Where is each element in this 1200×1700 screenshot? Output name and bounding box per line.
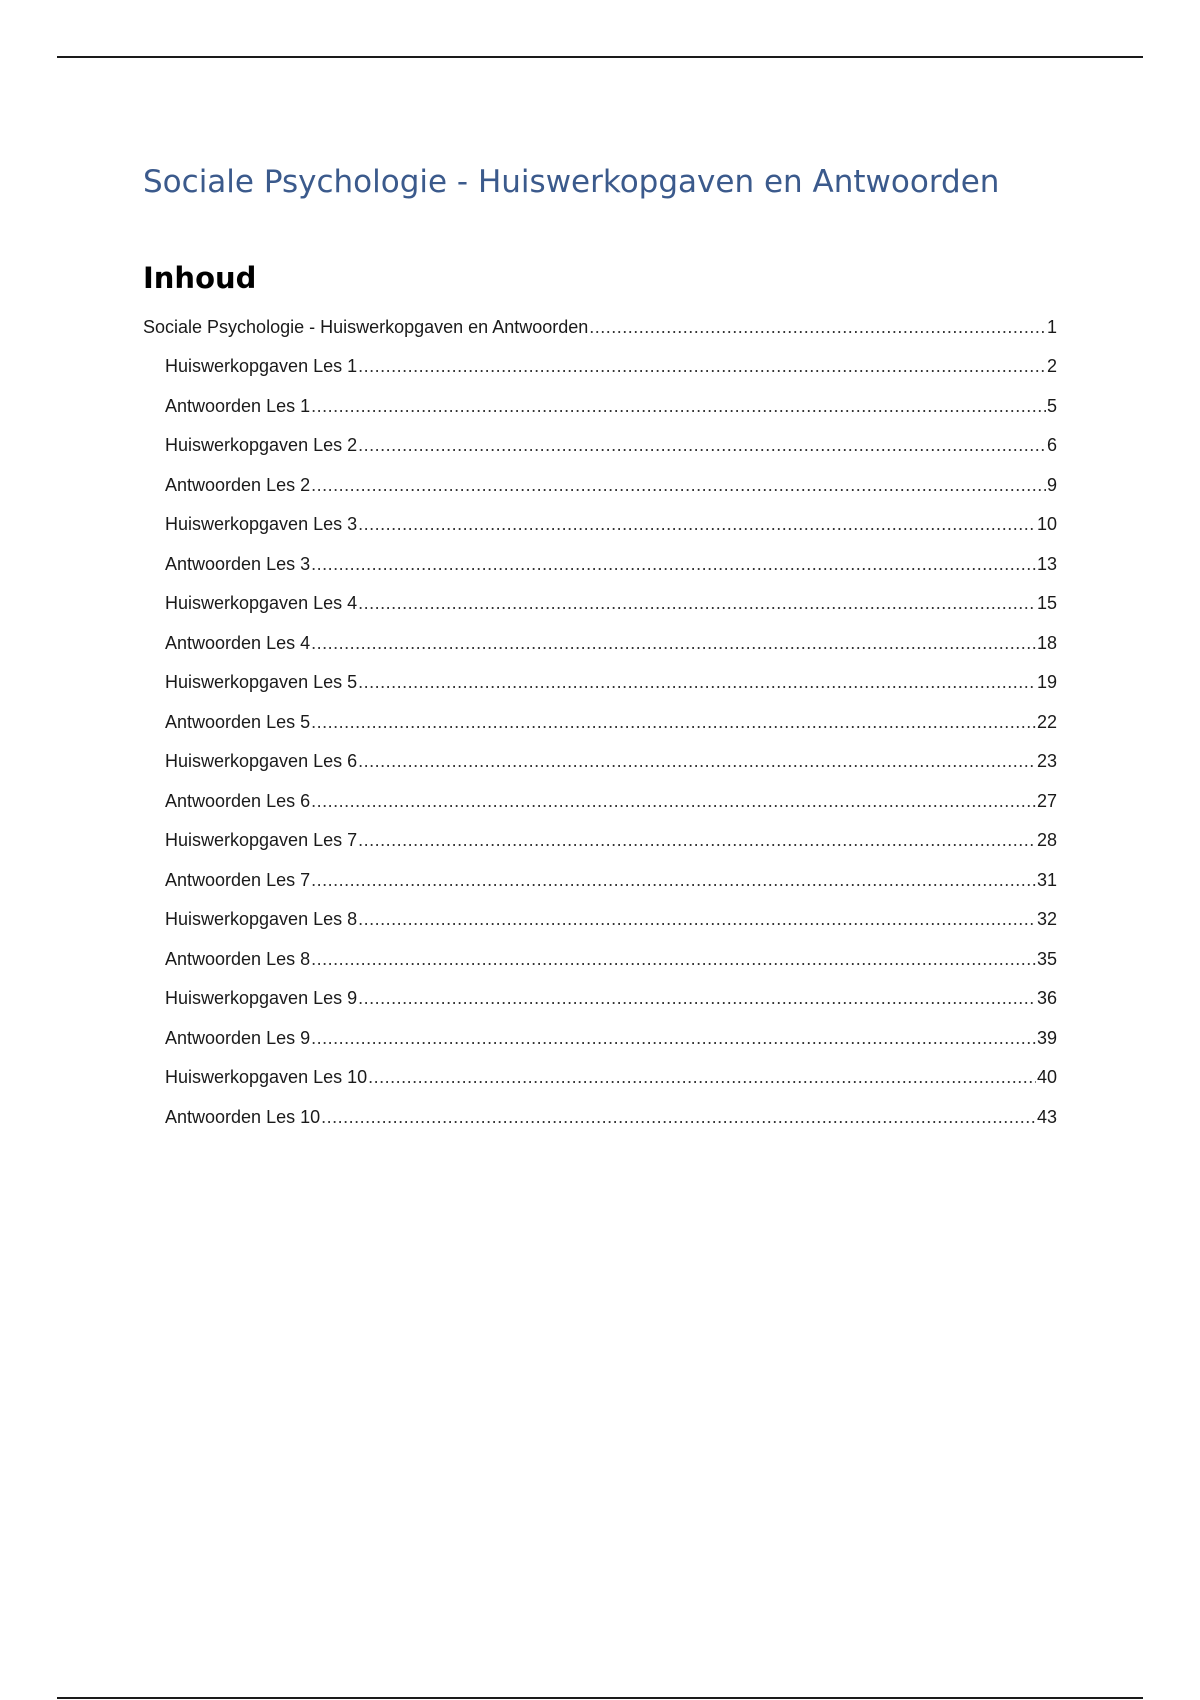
toc-entry-label: Huiswerkopgaven Les 6 [165,751,358,771]
toc-entry-page: 43 [1036,1107,1057,1127]
toc-entry[interactable] [165,353,1057,379]
toc-entry-label: Antwoorden Les 5 [165,712,311,732]
toc-dot-leader [311,630,1036,656]
toc-entry-page: 28 [1036,830,1057,850]
toc-entry-page: 36 [1036,988,1057,1008]
toc-entry-page: 13 [1036,554,1057,574]
toc-entry-page: 32 [1036,909,1057,929]
toc-dot-leader [311,946,1036,972]
toc-entry[interactable] [165,985,1057,1011]
page-bottom-rule [57,1697,1143,1699]
toc-entry-label: Antwoorden Les 7 [165,870,311,890]
toc-entry[interactable] [165,748,1057,774]
toc-entry-label: Antwoorden Les 6 [165,791,311,811]
toc-entry-page: 2 [1046,356,1057,376]
toc-entry[interactable] [165,1064,1057,1090]
toc-entry-page: 39 [1036,1028,1057,1048]
toc-entry-label: Antwoorden Les 2 [165,475,311,495]
page-top-rule [57,56,1143,58]
toc-entry-page: 1 [1046,317,1057,337]
toc-entry[interactable] [165,551,1057,577]
toc-dot-leader [358,590,1036,616]
toc-entry-page: 15 [1036,593,1057,613]
toc-dot-leader [311,393,1046,419]
toc-entry[interactable] [165,590,1057,616]
toc-entry-label: Huiswerkopgaven Les 3 [165,514,358,534]
toc-dot-leader [311,472,1046,498]
toc-entry[interactable] [165,393,1057,419]
toc-entry[interactable] [165,1025,1057,1051]
toc-entry-label: Huiswerkopgaven Les 9 [165,988,358,1008]
document-title: Sociale Psychologie - Huiswerkopgaven en Antwoorden [143,164,1000,200]
toc-entry-page: 23 [1036,751,1057,771]
toc-dot-leader [358,827,1036,853]
toc-entry[interactable] [165,906,1057,932]
toc-entry-page: 9 [1046,475,1057,495]
toc-entry[interactable] [165,511,1057,537]
toc-dot-leader [311,551,1036,577]
toc-entry-page: 18 [1036,633,1057,653]
toc-dot-leader [311,788,1036,814]
toc-heading: Inhoud [143,261,257,295]
toc-dot-leader [358,748,1036,774]
toc-entry-label: Antwoorden Les 4 [165,633,311,653]
toc-entry-label: Antwoorden Les 8 [165,949,311,969]
toc-entry-page: 10 [1036,514,1057,534]
toc-entry-label: Antwoorden Les 10 [165,1107,321,1127]
toc-entry[interactable] [165,827,1057,853]
toc-entry-page: 35 [1036,949,1057,969]
toc-entry-label: Antwoorden Les 3 [165,554,311,574]
toc-dot-leader [589,314,1046,340]
toc-dot-leader [311,867,1036,893]
toc-entry[interactable] [165,788,1057,814]
toc-entry-page: 31 [1036,870,1057,890]
toc-entry[interactable] [165,630,1057,656]
toc-entry[interactable] [165,709,1057,735]
toc-entry[interactable] [165,432,1057,458]
toc-entry[interactable] [165,669,1057,695]
toc-entry[interactable] [165,946,1057,972]
toc-dot-leader [368,1064,1036,1090]
toc-entry-page: 40 [1036,1067,1057,1087]
toc-entry-page: 22 [1036,712,1057,732]
toc-entry-page: 19 [1036,672,1057,692]
toc-entry-label: Antwoorden Les 9 [165,1028,311,1048]
toc-dot-leader [358,669,1036,695]
toc-entry-label: Huiswerkopgaven Les 7 [165,830,358,850]
toc-entry-label: Antwoorden Les 1 [165,396,311,416]
toc-dot-leader [358,906,1036,932]
toc-dot-leader [358,985,1036,1011]
toc-entry-label: Huiswerkopgaven Les 10 [165,1067,368,1087]
toc-entry-label: Huiswerkopgaven Les 1 [165,356,358,376]
toc-dot-leader [358,353,1046,379]
toc-dot-leader [321,1104,1036,1130]
toc-entry-label: Huiswerkopgaven Les 5 [165,672,358,692]
toc-entry[interactable] [165,1104,1057,1130]
toc-dot-leader [358,511,1036,537]
toc-dot-leader [311,1025,1036,1051]
toc-entry-label: Huiswerkopgaven Les 8 [165,909,358,929]
toc-entry-page: 27 [1036,791,1057,811]
toc-entry-page: 6 [1046,435,1057,455]
toc-entry-label: Huiswerkopgaven Les 2 [165,435,358,455]
toc-entry-label: Sociale Psychologie - Huiswerkopgaven en Antwoorden [143,317,589,337]
toc-entry[interactable] [143,314,1057,340]
toc-dot-leader [311,709,1036,735]
toc-entry[interactable] [165,867,1057,893]
toc-entry-page: 5 [1046,396,1057,416]
toc-dot-leader [358,432,1046,458]
toc-entry-label: Huiswerkopgaven Les 4 [165,593,358,613]
toc-entry[interactable] [165,472,1057,498]
